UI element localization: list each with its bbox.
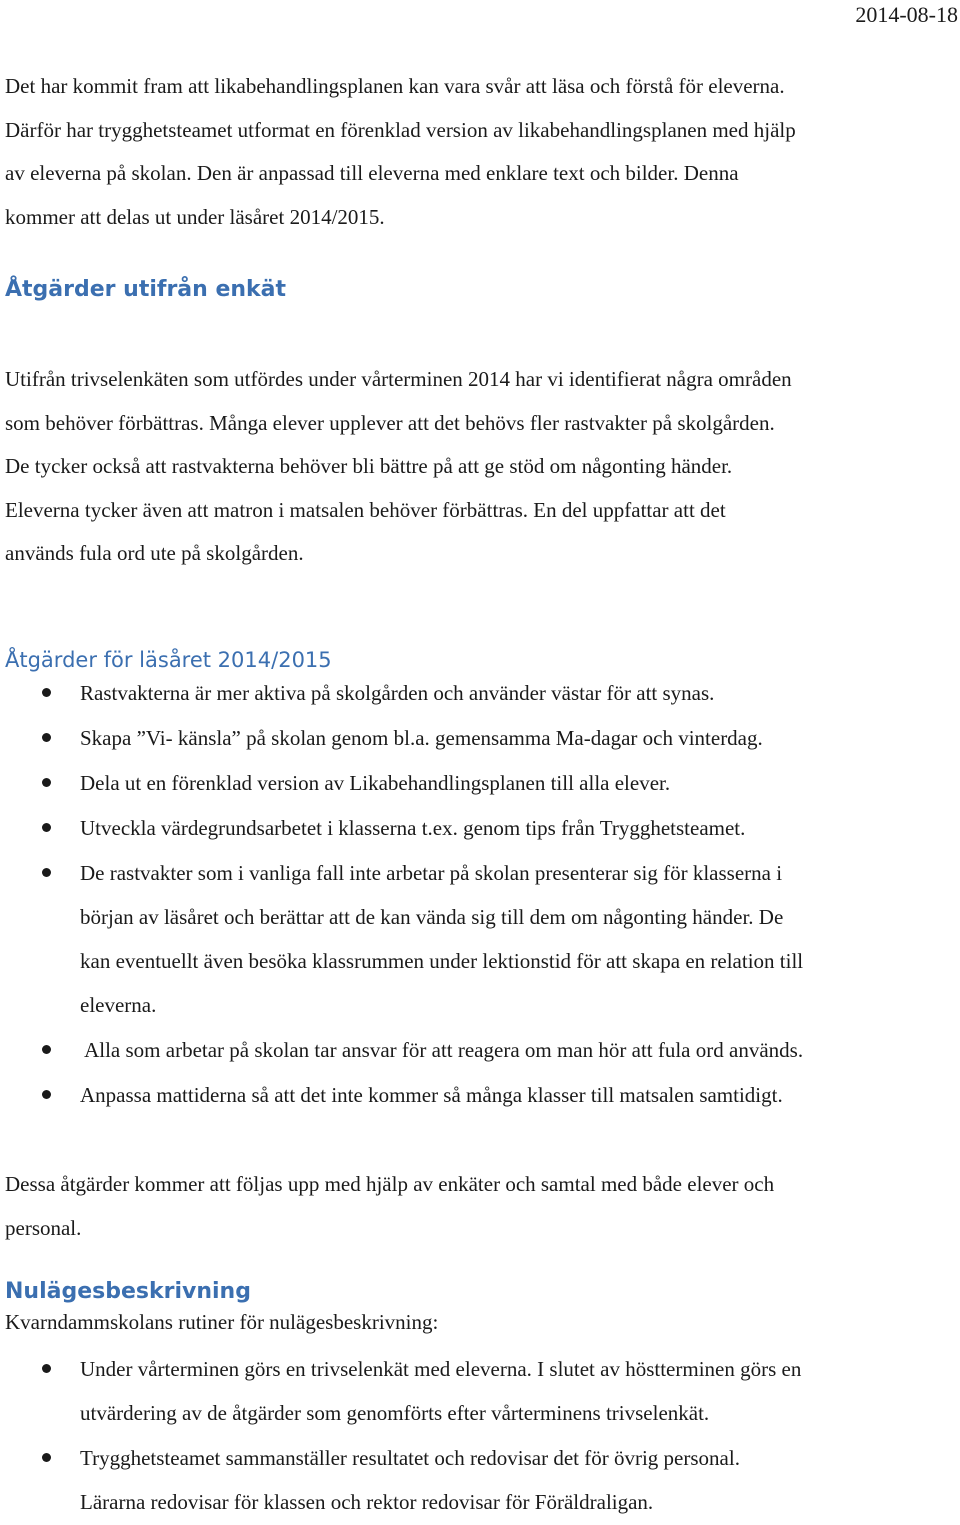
followup-paragraph bbox=[5, 1163, 957, 1250]
bullet-icon bbox=[42, 823, 51, 832]
bullet-icon bbox=[42, 688, 51, 697]
survey-line: Utifrån trivselenkäten som utfördes under vårterminen 2014 har vi identifierat några områden bbox=[5, 367, 792, 391]
survey-line: som behöver förbättras. Många elever upplever att det behövs fler rastvakter på skolgården. bbox=[5, 410, 775, 435]
list-item bbox=[0, 1028, 960, 1072]
bullet-icon bbox=[42, 778, 51, 787]
bullet-icon bbox=[42, 1045, 51, 1054]
list-item bbox=[0, 806, 960, 850]
list-item bbox=[0, 851, 960, 1027]
intro-line: av eleverna på skolan. Den är anpassad till eleverna med enklare text och bilder. Denna bbox=[5, 161, 739, 185]
list-item-text: Skapa ”Vi- känsla” på skolan genom bl.a. gemensamma Ma-dagar och vinterdag. bbox=[80, 726, 763, 750]
list-item bbox=[0, 1436, 960, 1524]
survey-paragraph bbox=[5, 358, 957, 576]
list-item-text: Utveckla värdegrundsarbetet i klasserna t.ex. genom tips från Trygghetsteamet. bbox=[80, 816, 746, 840]
followup-line: Dessa åtgärder kommer att följas upp med hjälp av enkäter och samtal med både elever och bbox=[5, 1172, 775, 1196]
list-item-text: Lärarna redovisar för klassen och rektor redovisar för Föräldraligan. bbox=[80, 1490, 654, 1514]
list-item-text: Dela ut en förenklad version av Likabehandlingsplanen till alla elever. bbox=[80, 771, 671, 795]
list-item-text: Under vårterminen görs en trivselenkät med eleverna. I slutet av höstterminen görs en bbox=[80, 1357, 802, 1381]
survey-line: används fula ord ute på skolgården. bbox=[5, 541, 304, 565]
list-item-text: utvärdering av de åtgärder som genomförts efter vårterminens trivselenkät. bbox=[80, 1401, 710, 1425]
status-list bbox=[0, 1347, 960, 1525]
bullet-icon bbox=[42, 1453, 51, 1462]
list-item-text: Anpassa mattiderna så att det inte kommer så många klasser till matsalen samtidigt. bbox=[80, 1083, 783, 1107]
intro-paragraph bbox=[5, 65, 957, 239]
bullet-icon bbox=[42, 733, 51, 742]
header-date: 2014-08-18 bbox=[855, 2, 958, 27]
followup-line: personal. bbox=[5, 1215, 82, 1240]
list-item-text: Alla som arbetar på skolan tar ansvar för att reagera om man hör att fula ord används. bbox=[80, 1038, 804, 1062]
heading-current-status: Nulägesbeskrivning bbox=[5, 1279, 251, 1304]
list-item-text: början av läsåret och berättar att de kan vända sig till dem om någonting händer. De bbox=[80, 905, 784, 929]
survey-line: Eleverna tycker även att matron i matsalen behöver förbättras. En del uppfattar att det bbox=[5, 497, 726, 522]
heading-school-year-actions: Åtgärder för läsåret 2014/2015 bbox=[5, 648, 332, 672]
list-item bbox=[0, 761, 960, 805]
bullet-icon bbox=[42, 1090, 51, 1099]
list-item-text: De rastvakter som i vanliga fall inte arbetar på skolan presenterar sig för klasserna i bbox=[80, 861, 783, 885]
status-intro bbox=[5, 1300, 957, 1344]
list-item bbox=[0, 716, 960, 760]
list-item bbox=[0, 1347, 960, 1435]
bullet-icon bbox=[42, 868, 51, 877]
status-intro-text: Kvarndammskolans rutiner för nulägesbeskrivning: bbox=[5, 1310, 439, 1334]
heading-survey-actions: Åtgärder utifrån enkät bbox=[5, 277, 287, 302]
list-item-text: Trygghetsteamet sammanställer resultatet och redovisar det för övrig personal. bbox=[80, 1446, 740, 1470]
list-item-text: Rastvakterna är mer aktiva på skolgården och använder västar för att synas. bbox=[80, 681, 715, 705]
list-item bbox=[0, 671, 960, 715]
list-item bbox=[0, 1073, 960, 1117]
intro-line: Det har kommit fram att likabehandlingsplanen kan vara svår att läsa och förstå för eleverna. bbox=[5, 74, 785, 98]
intro-line: Därför har trygghetsteamet utformat en förenklad version av likabehandlingsplanen med hjälp bbox=[5, 117, 796, 142]
actions-list bbox=[0, 671, 960, 1118]
bullet-icon bbox=[42, 1364, 51, 1373]
intro-line: kommer att delas ut under läsåret 2014/2015. bbox=[5, 204, 385, 229]
survey-line: De tycker också att rastvakterna behöver bli bättre på att ge stöd om någonting händer. bbox=[5, 454, 733, 478]
list-item-text: eleverna. bbox=[80, 993, 157, 1017]
list-item-text: kan eventuellt även besöka klassrummen under lektionstid för att skapa en relation till bbox=[80, 949, 804, 973]
